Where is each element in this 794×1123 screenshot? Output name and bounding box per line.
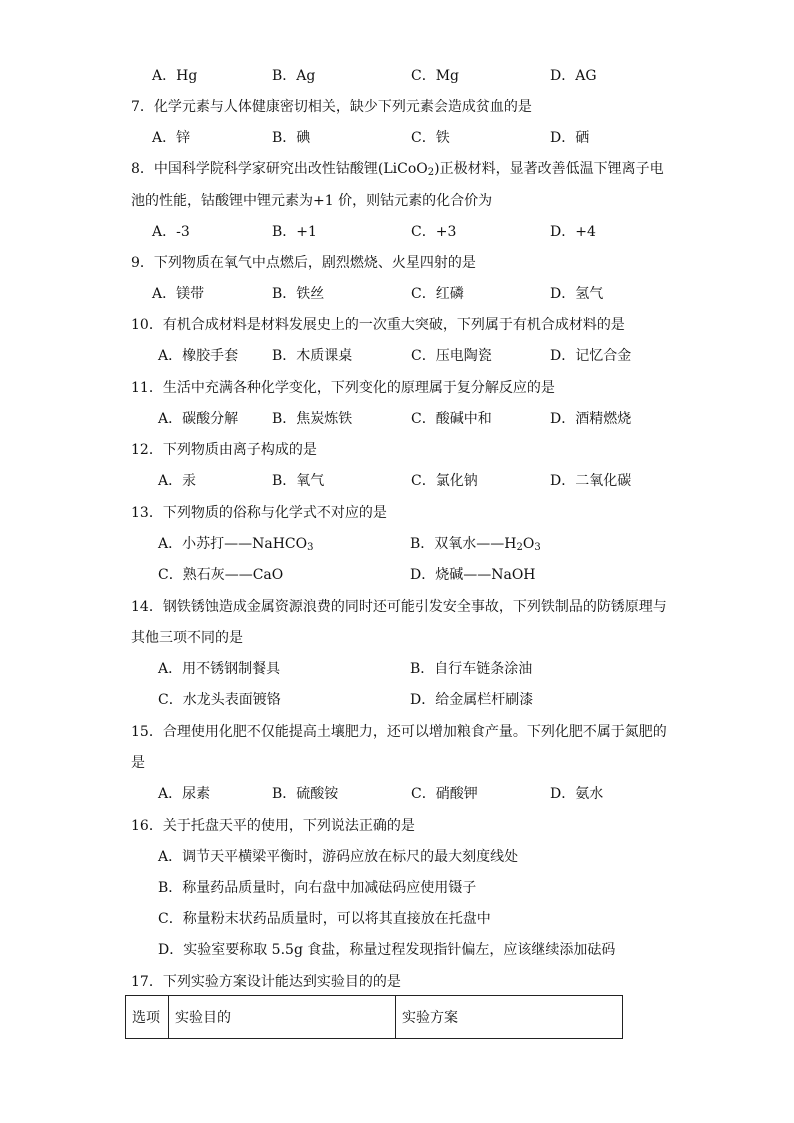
q6-option-a[interactable]: A．Hg (152, 68, 198, 84)
q10-option-d[interactable]: D．记忆合金 (550, 348, 632, 364)
q15-options (0, 784, 794, 804)
q13-option-c[interactable]: C．熟石灰——CaO (158, 567, 284, 583)
q10-option-a[interactable]: A．橡胶手套 (158, 348, 239, 364)
q9-option-a[interactable]: A．镁带 (152, 286, 205, 302)
q11-stem: 11．生活中充满各种化学变化，下列变化的原理属于复分解反应的是 (131, 380, 555, 396)
q13-options-row1 (0, 534, 794, 554)
q7-option-c[interactable]: C．铁 (411, 130, 450, 146)
q14-options-row2 (0, 690, 794, 710)
q12-stem: 12．下列物质由离子构成的是 (131, 442, 317, 458)
q15-option-a[interactable]: A．尿素 (158, 786, 211, 802)
q16-option-a-row (0, 847, 794, 867)
q6-option-c[interactable]: C．Mg (411, 68, 460, 84)
q15-stem-line2: 是 (131, 755, 145, 771)
q7-option-d[interactable]: D．硒 (550, 130, 590, 146)
table-header-plan: 实验方案 (396, 996, 623, 1039)
q16-option-b[interactable]: B．称量药品质量时，向右盘中加减砝码应使用镊子 (158, 880, 477, 896)
q11-option-b[interactable]: B．焦炭炼铁 (272, 411, 353, 427)
q7-stem: 7．化学元素与人体健康密切相关，缺少下列元素会造成贫血的是 (131, 99, 532, 115)
q16-stem: 16．关于托盘天平的使用，下列说法正确的是 (131, 818, 415, 834)
q6-option-d[interactable]: D．AG (550, 68, 597, 84)
q16-option-d[interactable]: D．实验室要称取 5.5g 食盐，称量过程发现指针偏左，应该继续添加砝码 (158, 942, 616, 958)
q10-options (0, 346, 794, 366)
q11-option-d[interactable]: D．酒精燃烧 (550, 411, 632, 427)
q14-stem-line2: 其他三项不同的是 (131, 630, 243, 646)
q6-options (0, 66, 794, 86)
q13-option-d[interactable]: D．烧碱——NaOH (410, 567, 536, 583)
q15-option-c[interactable]: C．硝酸钾 (411, 786, 478, 802)
q9-option-b[interactable]: B．铁丝 (272, 286, 325, 302)
q13-option-b[interactable]: B．双氧水$——H_2O_3$ (410, 536, 541, 553)
q9-options (0, 284, 794, 304)
q14-options-row1 (0, 659, 794, 679)
q17-stem: 17．下列实验方案设计能达到实验目的的是 (131, 974, 401, 990)
q7-option-a[interactable]: A．锌 (152, 130, 191, 146)
q16-option-c[interactable]: C．称量粉末状药品质量时，可以将其直接放在托盘中 (158, 911, 491, 927)
q9-option-c[interactable]: C．红磷 (411, 286, 464, 302)
q12-options (0, 471, 794, 491)
q6-option-b[interactable]: B．Ag (272, 68, 316, 84)
q16-option-a[interactable]: A．调节天平横梁平衡时，游码应放在标尺的最大刻度线处 (158, 849, 519, 865)
q14-option-c[interactable]: C．水龙头表面镀铬 (158, 692, 281, 708)
q11-option-c[interactable]: C．酸碱中和 (411, 411, 492, 427)
q8-option-b[interactable]: B．+1 (272, 224, 317, 240)
q7-option-b[interactable]: B．碘 (272, 130, 311, 146)
q8-options (0, 222, 794, 242)
q15-option-b[interactable]: B．硫酸铵 (272, 786, 339, 802)
q16-option-c-row (0, 909, 794, 929)
q16-option-b-row (0, 878, 794, 898)
q7-options (0, 128, 794, 148)
q12-option-d[interactable]: D．二氧化碳 (550, 473, 632, 489)
q14-option-b[interactable]: B．自行车链条涂油 (410, 661, 533, 677)
q14-stem-line1: 14．钢铁锈蚀造成金属资源浪费的同时还可能引发安全事故，下列铁制品的防锈原理与 (131, 599, 667, 615)
q12-option-a[interactable]: A．汞 (158, 473, 197, 489)
q8-option-c[interactable]: C．+3 (411, 224, 457, 240)
q8-option-d[interactable]: D．+4 (550, 224, 596, 240)
q15-stem-line1: 15．合理使用化肥不仅能提高土壤肥力，还可以增加粮食产量。下列化肥不属于氮肥的 (131, 724, 667, 740)
q10-option-b[interactable]: B．木质课桌 (272, 348, 353, 364)
q13-options-row2 (0, 565, 794, 585)
q8-stem-line2: 池的性能，钴酸锂中锂元素为+1 价，则钴元素的化合价为 (131, 193, 493, 209)
q9-option-d[interactable]: D．氢气 (550, 286, 604, 302)
q17-table (125, 995, 623, 1039)
q14-option-d[interactable]: D．给金属栏杆刷漆 (410, 692, 534, 708)
table-header-option: 选项 (126, 996, 169, 1039)
q12-option-b[interactable]: B．氧气 (272, 473, 325, 489)
q8-option-a[interactable]: A．-3 (152, 224, 190, 240)
q11-option-a[interactable]: A．碳酸分解 (158, 411, 239, 427)
q14-option-a[interactable]: A．用不锈钢制餐具 (158, 661, 281, 677)
q10-stem: 10．有机合成材料是材料发展史上的一次重大突破，下列属于有机合成材料的是 (131, 317, 625, 333)
table-header-goal: 实验目的 (169, 996, 396, 1039)
table-row (126, 996, 623, 1039)
q13-option-a[interactable]: A．小苏打——NaHCO$_3$ (158, 536, 314, 553)
q16-option-d-row (0, 940, 794, 960)
q11-options (0, 409, 794, 429)
q12-option-c[interactable]: C．氯化钠 (411, 473, 478, 489)
q15-option-d[interactable]: D．氨水 (550, 786, 604, 802)
q8-stem-line1: 8．中国科学院科学家研究出改性钴酸锂(LiCoO$_2$)正极材料，显著改善低温下锂离子电 (131, 161, 664, 178)
q13-stem: 13．下列物质的俗称与化学式不对应的是 (131, 505, 387, 521)
q10-option-c[interactable]: C．压电陶瓷 (411, 348, 492, 364)
q9-stem: 9．下列物质在氧气中点燃后，剧烈燃烧、火星四射的是 (131, 255, 476, 271)
